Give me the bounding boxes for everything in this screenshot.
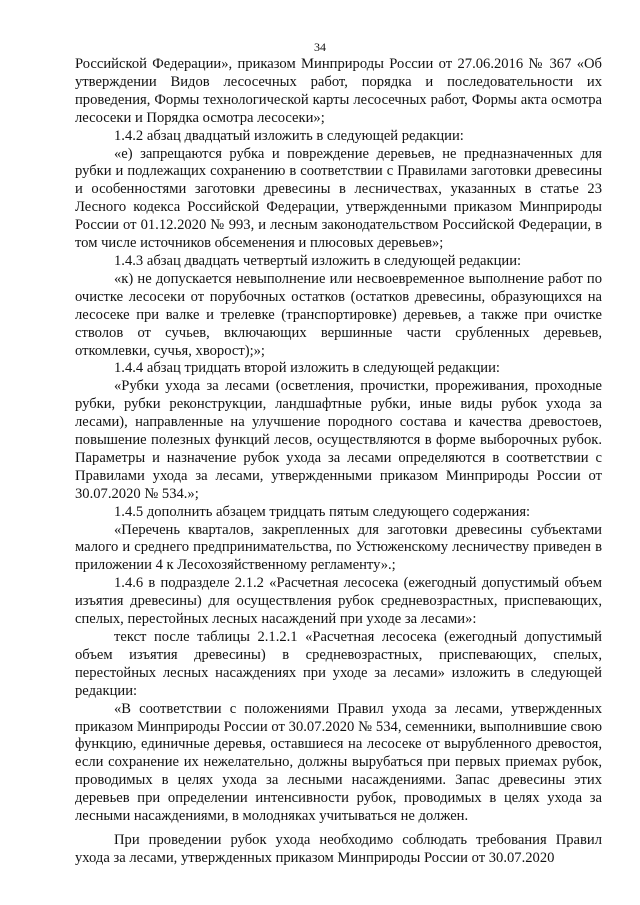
paragraph-1-4-5-heading: 1.4.5 дополнить абзацем тридцать пятым следующего содержания: <box>114 503 531 520</box>
paragraph-1-4-6-subheading: текст после таблицы 2.1.2.1 «Расчетная лесосека (ежегодный допустимый объем изъятия древесины) в средневозрастных, приспевающих, спелых, перестойных лесных насаждениях при уходе за лесами» изложить в следующей редакции: <box>75 629 602 699</box>
paragraph-1-4-3-heading: 1.4.3 абзац двадцать четвертый изложить в следующей редакции: <box>114 252 522 269</box>
page-number: 34 <box>314 40 326 54</box>
paragraph-1-4-4-heading: 1.4.4 абзац тридцать второй изложить в следующей редакции: <box>114 360 500 377</box>
paragraph-1-4-3-text: «к) не допускается невыполнение или несвоевременное выполнение работ по очистке лесосеки от порубочных остатков (остатков древесины, образующихся на лесосеке при валке и трелевке (транспортировке) деревьев, а также при очистке стволов от сучьев, включающих вершинные части срубленных деревьев, откомлевки, сучья, хворост);»; <box>75 270 602 359</box>
paragraph-1-4-5-text: «Перечень кварталов, закрепленных для заготовки древесины субъектами малого и среднего предпринимательства, по Устюженскому лесничеству приведен в приложении 4 к Лесохозяйственному регламенту».; <box>75 521 602 574</box>
paragraph-1-4-2-heading: 1.4.2 абзац двадцатый изложить в следующей редакции: <box>114 127 464 144</box>
paragraph-1-4-2-text: «е) запрещаются рубка и повреждение деревьев, не предназначенных для рубки и подлежащих сохранению в соответствии с Правилами заготовки древесины и особенностями заготовки древесины в лесничествах, указанных в статье 23 Лесного кодекса Российской Федерации, утвержденными приказом Минприроды России от 01.12.2020 № 993, и лесным законодательством Российской Федерации, в том числе источников обсеменения и плюсовых деревьев»; <box>75 145 602 252</box>
paragraph-continuation: Российской Федерации», приказом Минприроды России от 27.06.2016 № 367 «Об утверждении Видов лесосечных работ, порядка и последовательности их проведения, Формы технологической карты лесосечных работ, Формы акта осмотра лесосеки и Порядка осмотра лесосеки»; <box>75 56 602 126</box>
paragraph-final: При проведении рубок ухода необходимо соблюдать требования Правил ухода за лесами, утвержденных приказом Минприроды России от 30.07.2020 <box>75 831 602 866</box>
paragraph-1-4-6-text: «В соответствии с положениями Правил ухода за лесами, утвержденных приказом Минприроды России от 30.07.2020 № 534, семенники, выполнившие свою функцию, единичные деревья, оставшиеся на лесосеке от вырубленного древостоя, если сохранение их нежелательно, должны вырубаться при первых приемах рубок, проводимых в целях ухода за лесными насаждениями. Запас древесины этих деревьев при определении интенсивности рубок, проводимых в целях ухода за лесными насаждениями, в молодняках учитываться не должен. <box>75 700 602 825</box>
paragraph-1-4-4-text: «Рубки ухода за лесами (осветления, прочистки, прореживания, проходные рубки, рубки реконструкции, ландшафтные рубки, иные виды рубок ухода за лесами), направленные на улучшение породного состава и качества древостоев, повышение полезных функций лесов, осуществляются в форме выборочных рубок. Параметры и назначение рубок ухода за лесами определяются в соответствии с Правилами ухода за лесами, утвержденными приказом Минприроды России от 30.07.2020 № 534.»; <box>75 378 602 502</box>
paragraph-1-4-6-heading: 1.4.6 в подразделе 2.1.2 «Расчетная лесосека (ежегодный допустимый объем изъятия древесины) для осуществления рубок средневозрастных, приспевающих, спелых, перестойных лесных насаждений при уходе за лесами»: <box>75 575 602 628</box>
document-body <box>75 56 602 868</box>
